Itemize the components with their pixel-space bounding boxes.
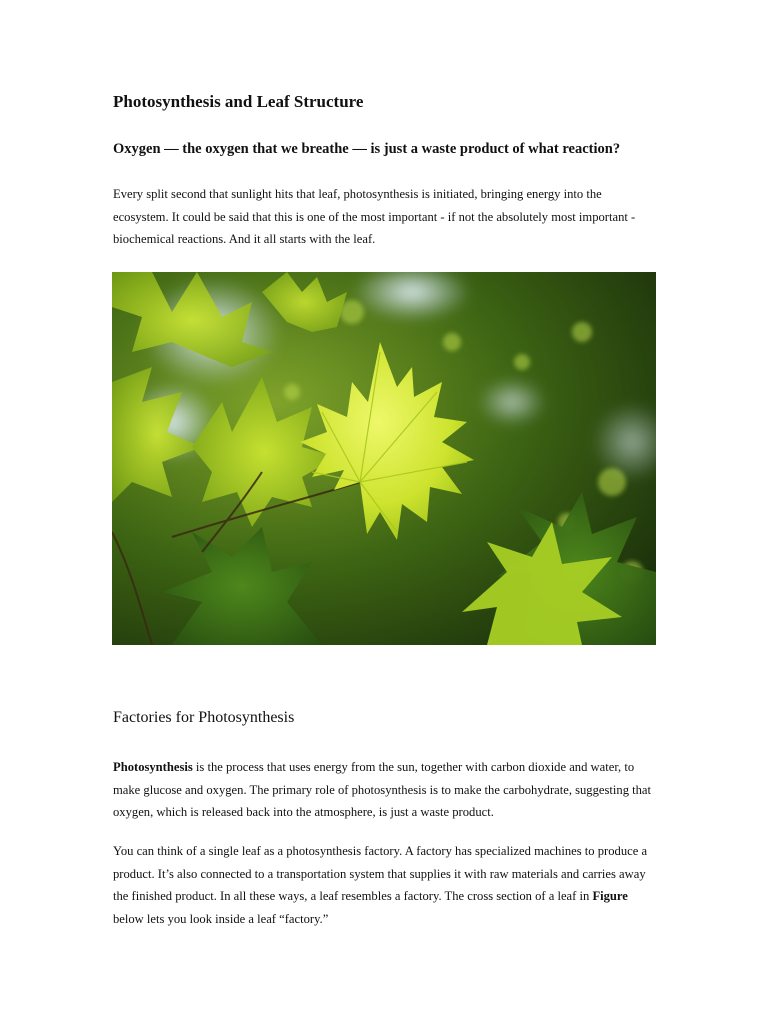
- photosynthesis-paragraph-text: is the process that uses energy from the sun, together with carbon dioxide and water, to make glucose and oxygen. The primary role of photosynthesis is to make the carbohydrate, suggesting that oxygen, which is released back into the atmosphere, is just a waste product.: [113, 760, 652, 819]
- term-photosynthesis: Photosynthesis: [113, 760, 193, 774]
- lead-question: Oxygen — the oxygen that we breathe — is just a waste product of what reaction?: [113, 141, 621, 157]
- photosynthesis-paragraph: [113, 756, 658, 824]
- page-title: Photosynthesis and Leaf Structure: [113, 92, 364, 111]
- maple-leaves-photo: [112, 272, 656, 645]
- factory-paragraph: [113, 840, 658, 930]
- factory-paragraph-text-before: You can think of a single leaf as a photosynthesis factory. A factory has specialized machines to produce a product. It’s also connected to a transportation system that supplies it with raw materials and carries away the finished product. In all these ways, a leaf resembles a factory. The cross section of a leaf in: [113, 844, 648, 903]
- section-heading-factories: Factories for Photosynthesis: [113, 709, 295, 726]
- figure-reference: Figure: [592, 889, 628, 903]
- factory-paragraph-text-after: below lets you look inside a leaf “factory.”: [113, 911, 329, 926]
- intro-paragraph: Every split second that sunlight hits that leaf, photosynthesis is initiated, bringing energy into the ecosystem. It could be said that this is one of the most important - if not the absolutely most important - biochemical reactions. And it all starts with the leaf.: [113, 187, 636, 246]
